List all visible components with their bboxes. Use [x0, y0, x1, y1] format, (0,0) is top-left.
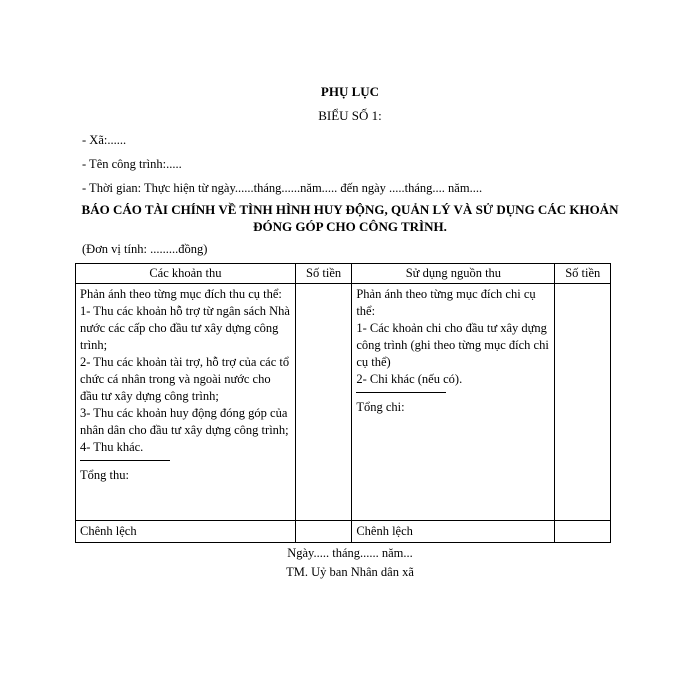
signature-line: TM. Uỷ ban Nhân dân xã — [286, 565, 414, 579]
income-cell — [76, 284, 296, 521]
difference-right: Chênh lệch — [352, 521, 555, 543]
header-amount-expense: Số tiền — [555, 264, 611, 284]
unit-line: (Đơn vị tính: .........đồng) — [82, 242, 208, 256]
page-title: PHỤ LỤC — [320, 84, 380, 99]
income-total: Tổng thu: — [80, 468, 129, 482]
income-line: 4- Thu khác. — [80, 440, 144, 454]
expense-amount-cell — [555, 284, 611, 521]
expense-line: 1- Các khoản chi cho đầu tư xây dựng công trình (ghi theo từng mục đích chi cụ thể) — [356, 321, 549, 369]
project-line: - Tên công trình:..... — [82, 157, 182, 171]
difference-left-amount — [295, 521, 351, 543]
divider — [356, 392, 446, 393]
commune-line: - Xã:...... — [82, 133, 127, 147]
header-income: Các khoản thu — [76, 264, 296, 284]
expense-line: Phản ánh theo từng mục đích chi cụ thể: — [356, 287, 536, 318]
expense-line: 2- Chi khác (nếu có). — [356, 372, 463, 386]
difference-left: Chênh lệch — [76, 521, 296, 543]
divider — [80, 460, 170, 461]
finance-table — [75, 263, 611, 543]
table-body-row — [76, 284, 611, 521]
header-expense: Sử dụng nguồn thu — [352, 264, 555, 284]
income-amount-cell — [295, 284, 351, 521]
time-line: - Thời gian: Thực hiện từ ngày......tháng......năm..... đến ngày .....tháng.... năm.... — [82, 181, 483, 195]
income-line: 1- Thu các khoản hỗ trợ từ ngân sách Nhà nước các cấp cho đầu tư xây dựng công trình; — [80, 304, 290, 352]
difference-row — [76, 521, 611, 543]
income-line: Phản ánh theo từng mục đích thu cụ thể: — [80, 287, 282, 301]
table-header-row — [76, 264, 611, 284]
income-line: 2- Thu các khoản tài trợ, hỗ trợ của các tổ chức cá nhân trong và ngoài nước cho đầu tư xây dựng công trình; — [80, 355, 290, 403]
expense-total: Tổng chi: — [356, 400, 405, 414]
header-amount-income: Số tiền — [295, 264, 351, 284]
expense-cell — [352, 284, 555, 521]
date-line: Ngày..... tháng...... năm... — [287, 546, 413, 560]
income-line: 3- Thu các khoản huy động đóng góp của nhân dân cho đầu tư xây dựng công trình; — [80, 406, 289, 437]
report-title: BÁO CÁO TÀI CHÍNH VỀ TÌNH HÌNH HUY ĐỘNG, QUẢN LÝ VÀ SỬ DỤNG CÁC KHOẢN ĐÓNG GÓP CHO CÔNG TRÌNH. — [81, 202, 619, 234]
form-number: BIỂU SỐ 1: — [318, 108, 382, 123]
difference-right-amount — [555, 521, 611, 543]
